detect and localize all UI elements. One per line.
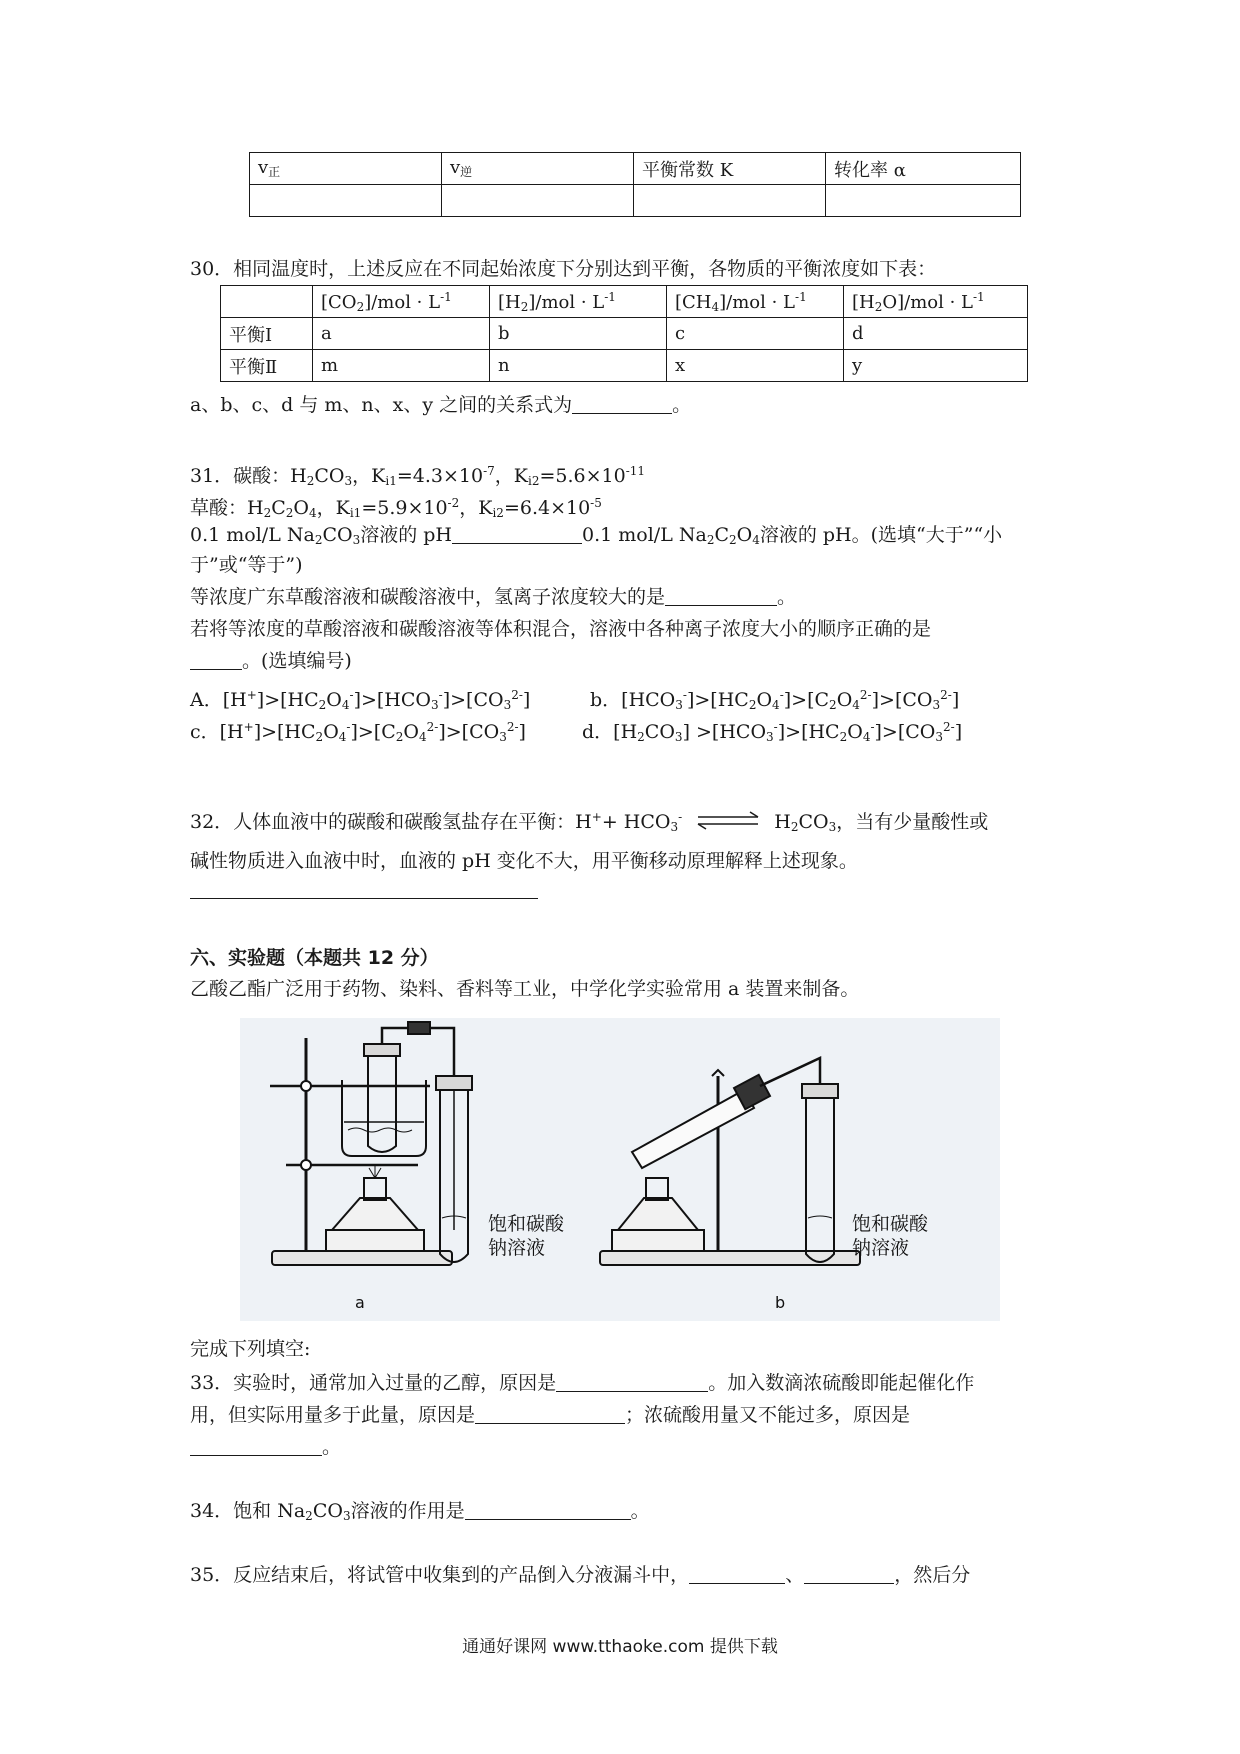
subscript: 2 [305,1509,313,1523]
text-segment: ]>[CO [438,721,500,743]
figure-label-a-line1: 饱和碳酸 [488,1213,565,1235]
superscript: -7 [483,464,495,478]
stand-base-a [272,1251,452,1265]
row-label: 平衡Ⅰ [221,318,313,350]
text-segment: d．[H [582,721,638,743]
text-segment: ，K [316,497,350,519]
answer-blank[interactable] [465,1501,631,1520]
table-header-cell [826,153,1021,185]
question-30-text: 30．相同温度时，上述反应在不同起始浓度下分别达到平衡，各物质的平衡浓度如下表： [190,258,937,280]
table-row [221,318,1028,350]
subscript: 2 [706,533,715,547]
page-footer: 通通好课网 www.tthaoke.com 提供下载 [462,1637,778,1657]
subscript: 2 [356,299,365,314]
answer-blank[interactable] [190,651,242,670]
text-segment: ]>[C [350,721,396,743]
text-segment: ]>[C [783,689,830,711]
text-segment: [CH [675,291,712,313]
text-segment: =4.3×10 [396,465,484,487]
subscript: 2 [874,299,883,314]
superscript: - [438,688,443,702]
question-30-relation [190,392,691,418]
text-segment: =6.4×10 [503,497,591,519]
table-header-cell [490,286,667,318]
text-segment: H [774,811,791,833]
subscript: 4 [418,730,427,744]
text-segment: O]/mol · L [882,291,973,313]
superscript: + [243,720,254,734]
text-segment: ]/mol · L [528,291,605,313]
subscript: 3 [499,730,507,744]
subscript: 3 [344,474,353,488]
text-segment: C [271,497,286,519]
subscript: 2 [315,730,324,744]
superscript: -2 [447,496,460,510]
ph-text-b [582,524,1002,546]
superscript: - [773,720,778,734]
text-segment: 溶液的 pH [360,524,452,546]
punctuation: 。 [672,394,692,416]
answer-blank[interactable] [556,1373,708,1392]
answer-blank[interactable] [689,1565,785,1584]
subscript: 4 [862,730,871,744]
subscript: 2 [839,730,848,744]
table-header-cell [221,286,313,318]
text-segment: CO [314,465,345,487]
select-hint: 。(选填编号) [242,650,352,672]
table-header-cell [667,286,844,318]
question-33-line2 [190,1402,910,1428]
table-cell: x [667,350,844,382]
text-segment: ]>[HC [777,721,840,743]
text-segment: 34．饱和 Na [190,1500,306,1522]
answer-blank[interactable] [804,1565,894,1584]
text-segment: =5.6×10 [539,465,626,487]
q35-text: 35．反应结束后，将试管中收集到的产品倒入分液漏斗中， [190,1564,690,1586]
subscript: 3 [675,698,683,712]
table-cell: c [667,318,844,350]
question-34 [190,1498,650,1529]
table-header-cell [313,286,490,318]
text-segment: ，K [352,465,386,487]
text-segment: ]>[CO [442,689,504,711]
superscript: + [246,688,257,702]
subscript: 4 [752,533,760,547]
question-31-hplus [190,584,796,610]
figure-label-a-line2: 钠溶液 [488,1237,546,1259]
text-segment: ] >[HCO [682,721,767,743]
subscript: 正 [268,165,281,179]
question-31-oxalic [190,490,602,526]
subscript: 3 [503,698,512,712]
subscript: 2 [318,698,327,712]
subscript: 2 [306,474,315,488]
text-segment: CO [322,524,353,546]
superscript: -1 [604,289,616,304]
text-segment: ]>[CO [871,689,933,711]
subscript: 4 [341,698,350,712]
text-segment: [CO [321,291,357,313]
question-31-mix: 若将等浓度的草酸溶液和碳酸溶液等体积混合，溶液中各种离子浓度大小的顺序正确的是 [190,618,932,640]
superscript: - [682,688,687,702]
superscript: 2- [511,688,523,702]
subscript: 3 [828,820,837,834]
text-segment: [H [498,291,521,313]
question-33-line3 [190,1434,341,1460]
q33-text-d: ；浓硫酸用量又不能过多，原因是 [625,1404,911,1426]
table-row [221,350,1028,382]
answer-blank[interactable] [190,1437,322,1456]
text-segment: CO [644,721,675,743]
question-31-select [190,648,352,674]
question-31-line4: 于”或“等于”) [190,554,303,576]
text-segment: ]>[HC [253,721,316,743]
question-33-line1 [190,1370,974,1396]
question-32-line1 [190,804,988,840]
subscript: 3 [932,698,941,712]
superscript: 2- [943,720,955,734]
row-label: 平衡Ⅱ [221,350,313,382]
subscript: 3 [670,820,679,834]
answer-blank[interactable] [572,395,672,414]
text-segment: [H [852,291,875,313]
hplus-text: 等浓度广东草酸溶液和碳酸溶液中，氢离子浓度较大的是 [190,586,666,608]
subscript: 2 [285,506,294,520]
table-cell [442,185,634,217]
text-segment: ] [954,721,963,743]
text-segment: ]>[CO [874,721,936,743]
text-segment: 草酸：H [190,497,264,519]
table-cell: a [313,318,490,350]
punctuation: 。 [777,586,797,608]
table-cell: y [844,350,1028,382]
equilibrium-arrows-icon [694,808,762,834]
option-c [190,714,526,750]
subscript: i1 [349,506,362,520]
superscript: 2- [940,688,952,702]
subscript: 2 [637,730,645,744]
text-segment: c．[H [190,721,244,743]
superscript: - [349,688,354,702]
subscript: 4 [338,730,347,744]
question-32-line2: 碱性物质进入血液中时，血液的 pH 变化不大，用平衡移动原理解释上述现象。 [190,850,858,872]
subscript: 4 [772,698,780,712]
apparatus-figure [240,1018,1000,1321]
subscript: 3 [352,533,361,547]
subscript: 2 [729,533,737,547]
table-cell [250,185,442,217]
subscript: 4 [308,506,317,520]
text-segment: ] [518,721,526,743]
text-segment: O [836,689,853,711]
subscript: 逆 [460,165,473,179]
superscript: - [346,720,351,734]
equilibrium-table [220,285,1028,382]
superscript: -1 [973,289,985,304]
text-segment: ]>[HCO [353,689,431,711]
punctuation: 。 [630,1500,650,1522]
subscript: 2 [263,506,272,520]
superscript: + [591,810,602,824]
text-segment: O [326,689,342,711]
superscript: 2- [859,688,872,702]
option-d [582,714,962,750]
question-31-carbonic [190,458,645,494]
text-segment: 32．人体血液中的碳酸和碳酸氢盐存在平衡：H [190,811,592,833]
figure-label-b-line2: 钠溶液 [852,1237,910,1259]
table-cell: d [844,318,1028,350]
punctuation: 。 [322,1436,342,1458]
subscript: 4 [711,299,720,314]
subscript: 2 [520,299,529,314]
subscript: 2 [748,698,757,712]
superscript: -1 [795,289,807,304]
top-table [249,152,1021,217]
table-header-cell [844,286,1028,318]
subscript: 2 [395,730,404,744]
text-segment: + HCO [601,811,671,833]
text-segment: ，K [459,497,493,519]
text-segment: ，当有少量酸性或 [836,811,989,833]
subscript: 3 [431,698,439,712]
text-segment: CO [798,811,829,833]
equilibrium-right [774,811,988,833]
text-segment: ]/mol · L [364,291,441,313]
text-segment: C [714,524,729,546]
question-31-ph-compare [190,522,1002,553]
text-segment: A．[H [190,689,247,711]
apparatus-diagram [240,1018,1000,1321]
text-segment: O [756,689,773,711]
text-segment: 溶液的 pH。(选填“大于”“小 [759,524,1003,546]
text-segment: b．[HCO [590,689,676,711]
subscript: i2 [527,474,540,488]
superscript: -1 [440,289,452,304]
superscript: - [779,688,784,702]
answer-blank[interactable] [452,525,582,544]
text-segment: 0.1 mol/L Na [190,524,315,546]
text-segment: 转化率 α [834,159,906,181]
q33-text-b: 。加入数滴浓硫酸即能起催化作 [708,1372,975,1394]
figure-caption-a: a [355,1293,365,1312]
equilibrium-left [190,811,682,833]
text-segment: O [847,721,863,743]
subscript: 3 [766,730,774,744]
superscript: -11 [625,464,646,478]
option-b [590,682,959,718]
table-cell [826,185,1021,217]
table-cell: b [490,318,667,350]
text-segment: 溶液的作用是 [350,1500,465,1522]
subscript: 2 [829,698,837,712]
section-title: 六、实验题（本题共 12 分） [190,947,439,969]
subscript: 4 [852,698,860,712]
text-segment: ]>[HC [256,689,319,711]
question-35 [190,1562,970,1588]
answer-blank[interactable] [475,1405,625,1424]
section-intro: 乙酸乙酯广泛用于药物、染料、香料等工业，中学化学实验常用 a 装置来制备。 [190,978,860,1000]
subscript: 3 [935,730,944,744]
text-segment: ，K [494,465,528,487]
answer-blank[interactable] [190,880,538,899]
table-header-cell [442,153,634,185]
text-segment: 平衡常数 K [642,159,734,181]
subscript: i2 [492,506,504,520]
option-a [190,682,530,718]
subscript: 2 [314,533,323,547]
subscript: 2 [790,820,799,834]
text-segment: ]/mol · L [719,291,796,313]
fill-title: 完成下列填空: [190,1338,311,1360]
text-segment: v [450,157,461,178]
subscript: 3 [674,730,683,744]
text-segment: O [736,524,753,546]
superscript: - [678,810,683,824]
superscript: 2- [426,720,439,734]
superscript: -5 [590,496,602,510]
figure-label-b-line1: 饱和碳酸 [852,1213,929,1235]
table-header-cell [634,153,826,185]
table-cell [634,185,826,217]
answer-blank[interactable] [665,587,777,606]
relation-text: a、b、c、d 与 m、n、x、y 之间的关系式为 [190,394,573,416]
table-cell: n [490,350,667,382]
superscript: - [870,720,875,734]
text-segment: 31．碳酸：H [190,465,307,487]
text-segment: =5.9×10 [361,497,448,519]
text-segment: O [323,721,339,743]
punctuation: 、 [785,1564,805,1586]
q33-text-c: 用，但实际用量多于此量，原因是 [190,1404,476,1426]
ph-text-a [190,524,452,546]
table-header-cell [250,153,442,185]
text-segment: O [293,497,309,519]
text-segment: ] [951,689,960,711]
text-segment: v [258,157,269,178]
text-segment: 0.1 mol/L Na [582,524,707,546]
table-cell: m [313,350,490,382]
figure-caption-b: b [775,1293,786,1312]
subscript: 3 [342,1509,351,1523]
q33-text-a: 33．实验时，通常加入过量的乙醇，原因是 [190,1372,557,1394]
text-segment: O [403,721,419,743]
text-segment: ] [522,689,531,711]
q35-text-end: ，然后分 [894,1564,971,1586]
superscript: 2- [506,720,519,734]
subscript: i1 [385,474,397,488]
text-segment: CO [312,1500,343,1522]
text-segment: ]>[HC [686,689,749,711]
q34-text [190,1500,465,1522]
